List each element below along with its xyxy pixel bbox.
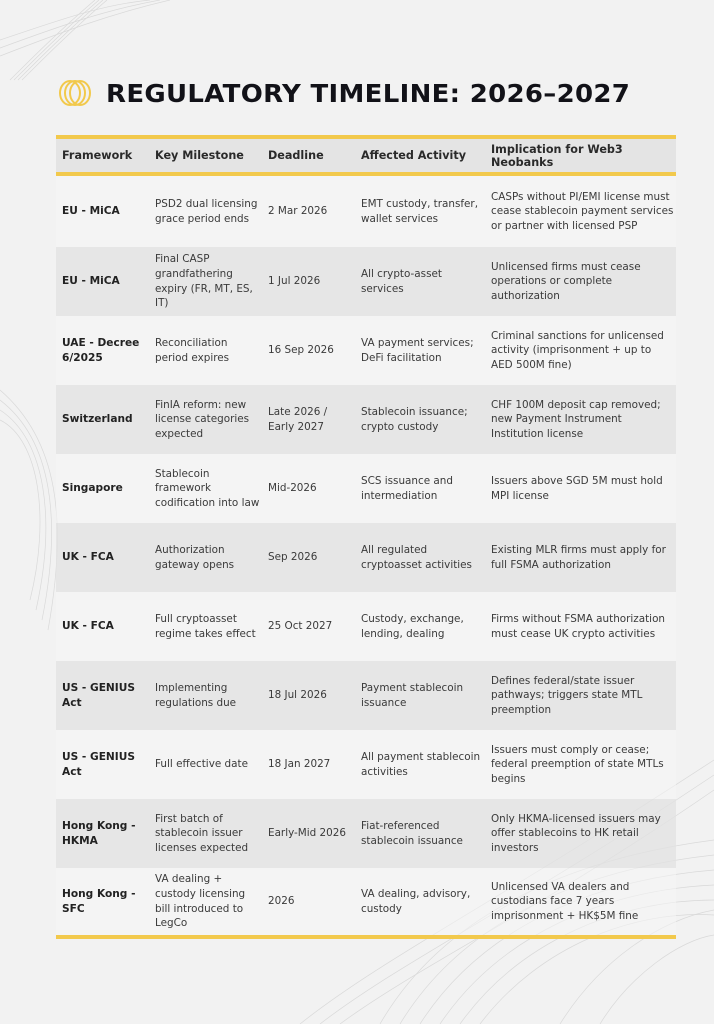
activity-cell: Custody, exchange, lending, dealing bbox=[361, 612, 464, 640]
framework-cell: UK - FCA bbox=[62, 551, 114, 564]
table-row bbox=[56, 247, 676, 316]
table-row bbox=[56, 316, 676, 385]
implication-cell: Unlicensed VA dealers and custodians face 7 years imprisonment + HK$5M fine bbox=[485, 868, 676, 937]
activity-cell: EMT custody, transfer, wallet services bbox=[361, 197, 479, 225]
gold-rings-icon bbox=[56, 79, 96, 107]
deadline-cell: 2026 bbox=[262, 868, 355, 937]
column-header-implication: Implication for Web3 Neobanks bbox=[485, 137, 676, 174]
implication-cell: CHF 100M deposit cap removed; new Payment Instrument Institution license bbox=[491, 398, 661, 440]
deadline-cell: 16 Sep 2026 bbox=[268, 344, 334, 357]
milestone-cell: Stablecoin framework codification into law bbox=[155, 467, 260, 509]
framework-cell: EU - MiCA bbox=[62, 205, 120, 218]
deadline-cell: 18 Jan 2027 bbox=[268, 758, 331, 771]
framework-cell: Singapore bbox=[62, 482, 123, 495]
milestone-cell: PSD2 dual licensing grace period ends bbox=[155, 197, 258, 225]
table-row bbox=[56, 730, 676, 799]
milestone-cell: VA dealing + custody licensing bill introduced to LegCo bbox=[149, 868, 262, 937]
implication-cell: Only HKMA-licensed issuers may offer stablecoins to HK retail investors bbox=[491, 812, 661, 854]
milestone-cell: First batch of stablecoin issuer licenses expected bbox=[155, 812, 249, 854]
deadline-cell: 18 Jul 2026 bbox=[268, 689, 327, 702]
table-row bbox=[56, 799, 676, 868]
framework-cell: UAE - Decree 6/2025 bbox=[62, 336, 140, 364]
framework-cell: US - GENIUS Act bbox=[62, 750, 135, 778]
column-header-framework: Framework bbox=[56, 137, 149, 174]
implication-cell: Unlicensed firms must cease operations or complete authorization bbox=[491, 260, 641, 302]
implication-cell: Existing MLR firms must apply for full FSMA authorization bbox=[491, 543, 666, 571]
activity-cell: VA dealing, advisory, custody bbox=[355, 868, 485, 937]
framework-cell: Hong Kong - HKMA bbox=[62, 819, 136, 847]
implication-cell: Criminal sanctions for unlicensed activity (imprisonment + up to AED 500M fine) bbox=[491, 329, 664, 371]
page-header bbox=[56, 78, 631, 108]
activity-cell: All crypto-asset services bbox=[361, 267, 442, 295]
activity-cell: Stablecoin issuance; crypto custody bbox=[361, 405, 468, 433]
activity-cell: VA payment services; DeFi facilitation bbox=[361, 336, 474, 364]
implication-cell: Issuers above SGD 5M must hold MPI license bbox=[491, 474, 663, 502]
activity-cell: Payment stablecoin issuance bbox=[361, 681, 464, 709]
implication-cell: Issuers must comply or cease; federal preemption of state MTLs begins bbox=[491, 743, 664, 785]
milestone-cell: Implementing regulations due bbox=[155, 681, 237, 709]
table-header-row bbox=[56, 137, 676, 174]
framework-cell: Hong Kong - SFC bbox=[56, 868, 149, 937]
regulatory-timeline-table bbox=[56, 135, 676, 939]
activity-cell: SCS issuance and intermediation bbox=[361, 474, 453, 502]
table-row bbox=[56, 661, 676, 730]
column-header-affected-activity: Affected Activity bbox=[355, 137, 485, 174]
column-header-key-milestone: Key Milestone bbox=[149, 137, 262, 174]
deadline-cell: 2 Mar 2026 bbox=[268, 205, 328, 218]
milestone-cell: Full cryptoasset regime takes effect bbox=[155, 612, 256, 640]
deadline-cell: Mid-2026 bbox=[268, 482, 317, 495]
table-row bbox=[56, 523, 676, 592]
table-row bbox=[56, 592, 676, 661]
table-row bbox=[56, 174, 676, 247]
framework-cell: US - GENIUS Act bbox=[62, 681, 135, 709]
deadline-cell: Late 2026 / Early 2027 bbox=[268, 405, 328, 433]
page-title: REGULATORY TIMELINE: 2026–2027 bbox=[106, 78, 631, 108]
deadline-cell: Sep 2026 bbox=[268, 551, 318, 564]
milestone-cell: FinIA reform: new license categories expected bbox=[155, 398, 250, 440]
activity-cell: All regulated cryptoasset activities bbox=[361, 543, 472, 571]
framework-cell: Switzerland bbox=[62, 413, 133, 426]
deadline-cell: 1 Jul 2026 bbox=[268, 275, 321, 288]
milestone-cell: Full effective date bbox=[155, 758, 248, 771]
implication-cell: Firms without FSMA authorization must cease UK crypto activities bbox=[491, 612, 666, 640]
milestone-cell: Reconciliation period expires bbox=[155, 336, 230, 364]
implication-cell: CASPs without PI/EMI license must cease stablecoin payment services or partner with licensed PSP bbox=[491, 190, 674, 232]
column-header-deadline: Deadline bbox=[262, 137, 355, 174]
deadline-cell: 25 Oct 2027 bbox=[268, 620, 333, 633]
framework-cell: UK - FCA bbox=[62, 620, 114, 633]
milestone-cell: Final CASP grandfathering expiry (FR, MT, ES, IT) bbox=[155, 253, 253, 310]
milestone-cell: Authorization gateway opens bbox=[155, 543, 235, 571]
table-row bbox=[56, 454, 676, 523]
implication-cell: Defines federal/state issuer pathways; triggers state MTL preemption bbox=[491, 674, 643, 716]
framework-cell: EU - MiCA bbox=[62, 275, 120, 288]
table-row bbox=[56, 868, 676, 937]
activity-cell: All payment stablecoin activities bbox=[361, 750, 481, 778]
activity-cell: Fiat-referenced stablecoin issuance bbox=[361, 819, 463, 847]
deadline-cell: Early-Mid 2026 bbox=[268, 827, 347, 840]
table-row bbox=[56, 385, 676, 454]
